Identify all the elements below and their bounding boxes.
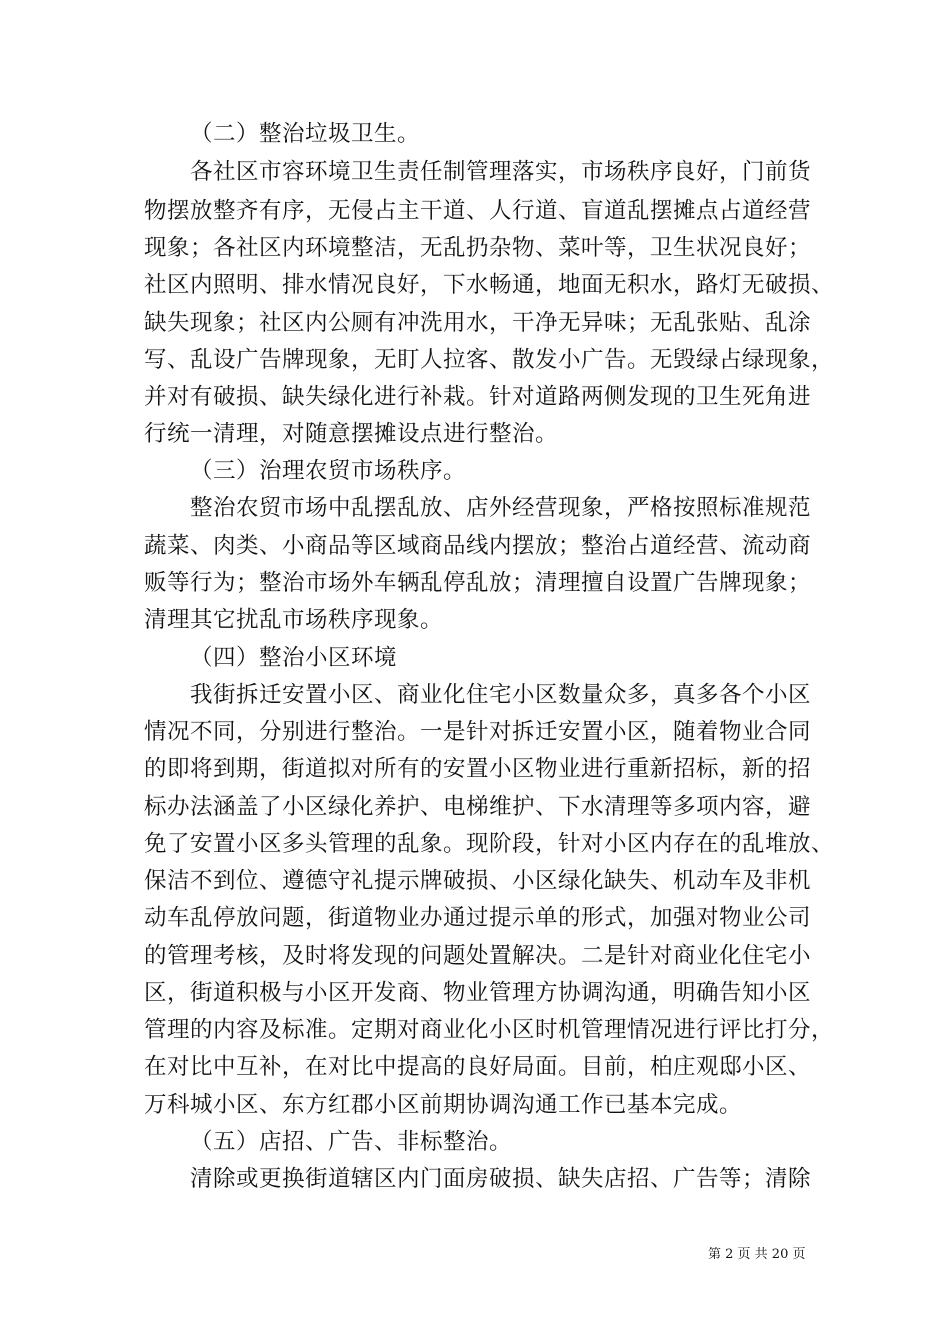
section-heading-3: （三）治理农贸市场秩序。 (190, 458, 467, 484)
paragraph-line: 缺失现象；社区内公厕有冲洗用水，干净无异味；无乱张贴、乱涂 (144, 310, 812, 336)
paragraph-line: 动车乱停放问题，街道物业办通过提示单的形式，加强对物业公司 (144, 905, 812, 931)
paragraph-line: 行统一清理，对随意摆摊设点进行整治。 (144, 421, 559, 447)
paragraph-line: 我街拆迁安置小区、商业化住宅小区数量众多，真多各个小区 (190, 682, 812, 708)
section-heading-5: （五）店招、广告、非标整治。 (190, 1129, 513, 1155)
paragraph-line: 的即将到期，街道拟对所有的安置小区物业进行重新招标，新的招 (144, 756, 812, 782)
paragraph-line: 在对比中互补，在对比中提高的良好局面。目前，柏庄观邸小区、 (144, 1054, 812, 1080)
paragraph-line: 并对有破损、缺失绿化进行补栽。针对道路两侧发现的卫生死角进 (144, 384, 812, 410)
paragraph-line: 的管理考核，及时将发现的问题处置解决。二是针对商业化住宅小 (144, 943, 812, 969)
paragraph-line: 管理的内容及标准。定期对商业化小区时机管理情况进行评比打分， (144, 1017, 835, 1043)
paragraph-line: 贩等行为；整治市场外车辆乱停乱放；清理擅自设置广告牌现象； (144, 570, 812, 596)
paragraph-line: 现象；各社区内环境整洁，无乱扔杂物、菜叶等，卫生状况良好； (144, 235, 812, 261)
paragraph-line: 保洁不到位、遵德守礼提示牌破损、小区绿化缺失、机动车及非机 (144, 868, 812, 894)
paragraph-line: 情况不同，分别进行整治。一是针对拆迁安置小区，随着物业合同 (144, 719, 812, 745)
paragraph-line: 清理其它扰乱市场秩序现象。 (144, 607, 444, 633)
paragraph-line: 社区内照明、排水情况良好，下水畅通，地面无积水，路灯无破损、 (144, 272, 835, 298)
paragraph-line: 蔬菜、肉类、小商品等区域商品线内摆放；整治占道经营、流动商 (144, 533, 812, 559)
paragraph-line: 标办法涵盖了小区绿化养护、电梯维护、下水清理等多项内容，避 (144, 794, 812, 820)
paragraph-line: 整治农贸市场中乱摆乱放、店外经营现象，严格按照标准规范 (190, 495, 812, 521)
paragraph-line: 万科城小区、东方红郡小区前期协调沟通工作已基本完成。 (144, 1092, 743, 1118)
paragraph-line: 各社区市容环境卫生责任制管理落实，市场秩序良好，门前货 (190, 159, 812, 185)
section-heading-4: （四）整治小区环境 (190, 645, 398, 671)
paragraph-line: 区，街道积极与小区开发商、物业管理方协调沟通，明确告知小区 (144, 980, 812, 1006)
paragraph-line: 免了安置小区多头管理的乱象。现阶段，针对小区内存在的乱堆放、 (144, 831, 835, 857)
page-number-footer: 第 2 页 共 20 页 (708, 1247, 806, 1262)
paragraph-line: 清除或更换街道辖区内门面房破损、缺失店招、广告等；清除 (190, 1166, 812, 1192)
paragraph-line: 物摆放整齐有序，无侵占主干道、人行道、盲道乱摆摊点占道经营 (144, 198, 812, 224)
paragraph-line: 写、乱设广告牌现象，无盯人拉客、散发小广告。无毁绿占绿现象， (144, 347, 835, 373)
section-heading-2: （二）整治垃圾卫生。 (190, 121, 421, 147)
